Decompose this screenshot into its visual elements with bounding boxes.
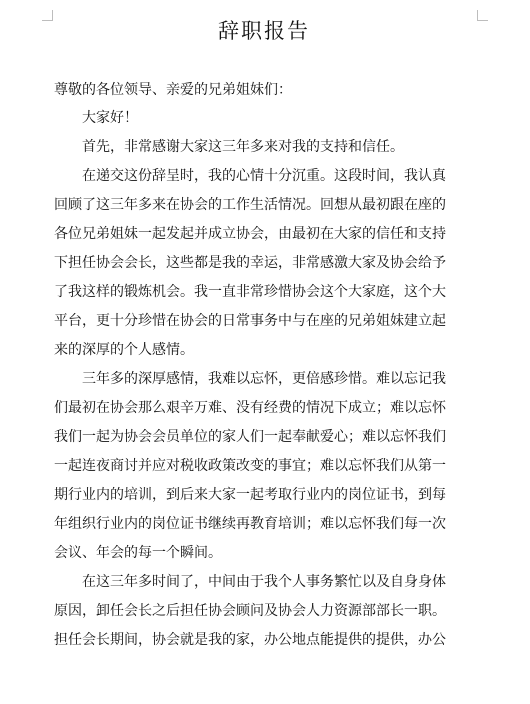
paragraph-line: 来的深厚的个人感情。 [54, 342, 194, 358]
page-corner-mark-right [477, 10, 488, 21]
paragraph-line: 一起连夜商讨并应对税收政策改变的事宜；难以忘怀我们从第一 [54, 458, 446, 474]
paragraph-line: 在这三年多时间了，中间由于我个人事务繁忙以及自身身体 [82, 574, 446, 590]
paragraph-memories [54, 365, 474, 568]
paragraph-thanks [54, 133, 474, 162]
paragraph-line: 在递交这份辞呈时，我的心情十分沉重。这段时间，我认真 [82, 168, 446, 184]
page-corner-mark-left [42, 10, 53, 21]
paragraph-line: 会议、年会的每一个瞬间。 [54, 545, 222, 561]
paragraph-tenure [54, 568, 474, 655]
document-body [54, 76, 474, 655]
salutation: 尊敬的各位领导、亲爱的兄弟姐妹们： [54, 82, 292, 98]
paragraph-line: 原因，卸任会长之后担任协会顾问及协会人力资源部部长一职。 [54, 603, 446, 619]
document-title: 辞职报告 [218, 19, 310, 43]
document-page [54, 0, 474, 655]
paragraph-line: 三年多的深厚感情，我难以忘怀，更倍感珍惜。难以忘记我 [82, 371, 446, 387]
paragraph-line: 各位兄弟姐妹一起发起并成立协会，由最初在大家的信任和支持 [54, 226, 446, 242]
paragraph-line: 我们一起为协会会员单位的家人们一起奉献爱心；难以忘怀我们 [54, 429, 446, 445]
paragraph-line: 大家好！ [82, 110, 138, 126]
paragraph-line: 期行业内的培训，到后来大家一起考取行业内的岗位证书，到每 [54, 487, 446, 503]
paragraph-line: 首先，非常感谢大家这三年多来对我的支持和信任。 [82, 139, 404, 155]
paragraph-line: 们最初在协会那么艰辛万难、没有经费的情况下成立；难以忘怀 [54, 400, 446, 416]
paragraph-line: 担任会长期间，协会就是我的家，办公地点能提供的提供，办公 [54, 632, 446, 648]
paragraph-greeting [54, 104, 474, 133]
paragraph-resignation [54, 162, 474, 365]
paragraph-line: 回顾了这三年多来在协会的工作生活情况。回想从最初跟在座的 [54, 197, 446, 213]
paragraph-line: 年组织行业内的岗位证书继续再教育培训；难以忘怀我们每一次 [54, 516, 446, 532]
paragraph-line: 下担任协会会长，这些都是我的幸运，非常感激大家及协会给予 [54, 255, 446, 271]
paragraph-line: 平台，更十分珍惜在协会的日常事务中与在座的兄弟姐妹建立起 [54, 313, 446, 329]
paragraph-line: 了我这样的锻炼机会。我一直非常珍惜协会这个大家庭，这个大 [54, 284, 446, 300]
